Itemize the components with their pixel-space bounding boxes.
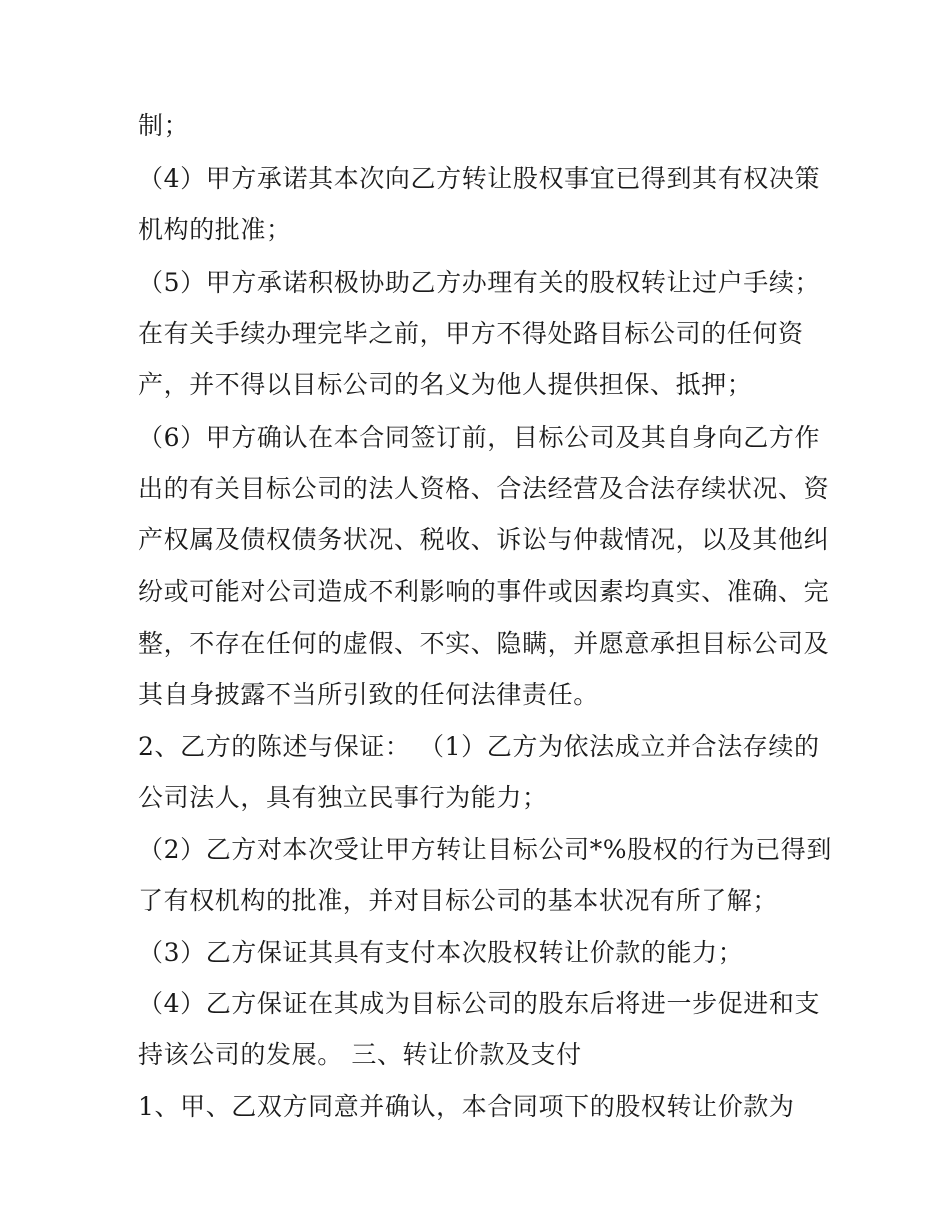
text-line: 其自身披露不当所引致的任何法律责任。	[138, 680, 599, 709]
text-line: 在有关手续办理完毕之前，甲方不得处路目标公司的任何资	[138, 319, 804, 348]
text-line: 了有权机构的批准，并对目标公司的基本状况有所了解；	[138, 886, 779, 915]
text-line: 1、甲、乙双方同意并确认，本合同项下的股权转让价款为	[138, 1092, 795, 1121]
text-line: （3）乙方保证其具有支付本次股权转让价款的能力；	[138, 938, 744, 967]
text-line: 持该公司的发展。 三、转让价款及支付	[138, 1040, 582, 1069]
text-line: （4）甲方承诺其本次向乙方转让股权事宜已得到其有权决策	[138, 164, 821, 193]
text-line: 产权属及债权债务状况、税收、诉讼与仲裁情况，以及其他纠	[138, 525, 830, 554]
text-line: 制；	[138, 111, 190, 140]
text-line: 纷或可能对公司造成不利影响的事件或因素均真实、准确、完	[138, 577, 830, 606]
text-line: 公司法人，具有独立民事行为能力；	[138, 783, 548, 812]
text-line: （2）乙方对本次受让甲方转让目标公司*%股权的行为已得到	[138, 835, 832, 864]
text-line: 出的有关目标公司的法人资格、合法经营及合法存续状况、资	[138, 474, 830, 503]
text-line: （6）甲方确认在本合同签订前，目标公司及其自身向乙方作	[138, 423, 821, 452]
text-line: 机构的批准；	[138, 215, 292, 244]
text-line: （4）乙方保证在其成为目标公司的股东后将进一步促进和支	[138, 989, 821, 1018]
text-line: 产，并不得以目标公司的名义为他人提供担保、抵押；	[138, 370, 753, 399]
text-line: （5）甲方承诺积极协助乙方办理有关的股权转让过户手续；	[138, 268, 821, 297]
text-line: 2、乙方的陈述与保证： （1）乙方为依法成立并合法存续的	[138, 732, 820, 761]
text-line: 整，不存在任何的虚假、不实、隐瞒，并愿意承担目标公司及	[138, 629, 830, 658]
